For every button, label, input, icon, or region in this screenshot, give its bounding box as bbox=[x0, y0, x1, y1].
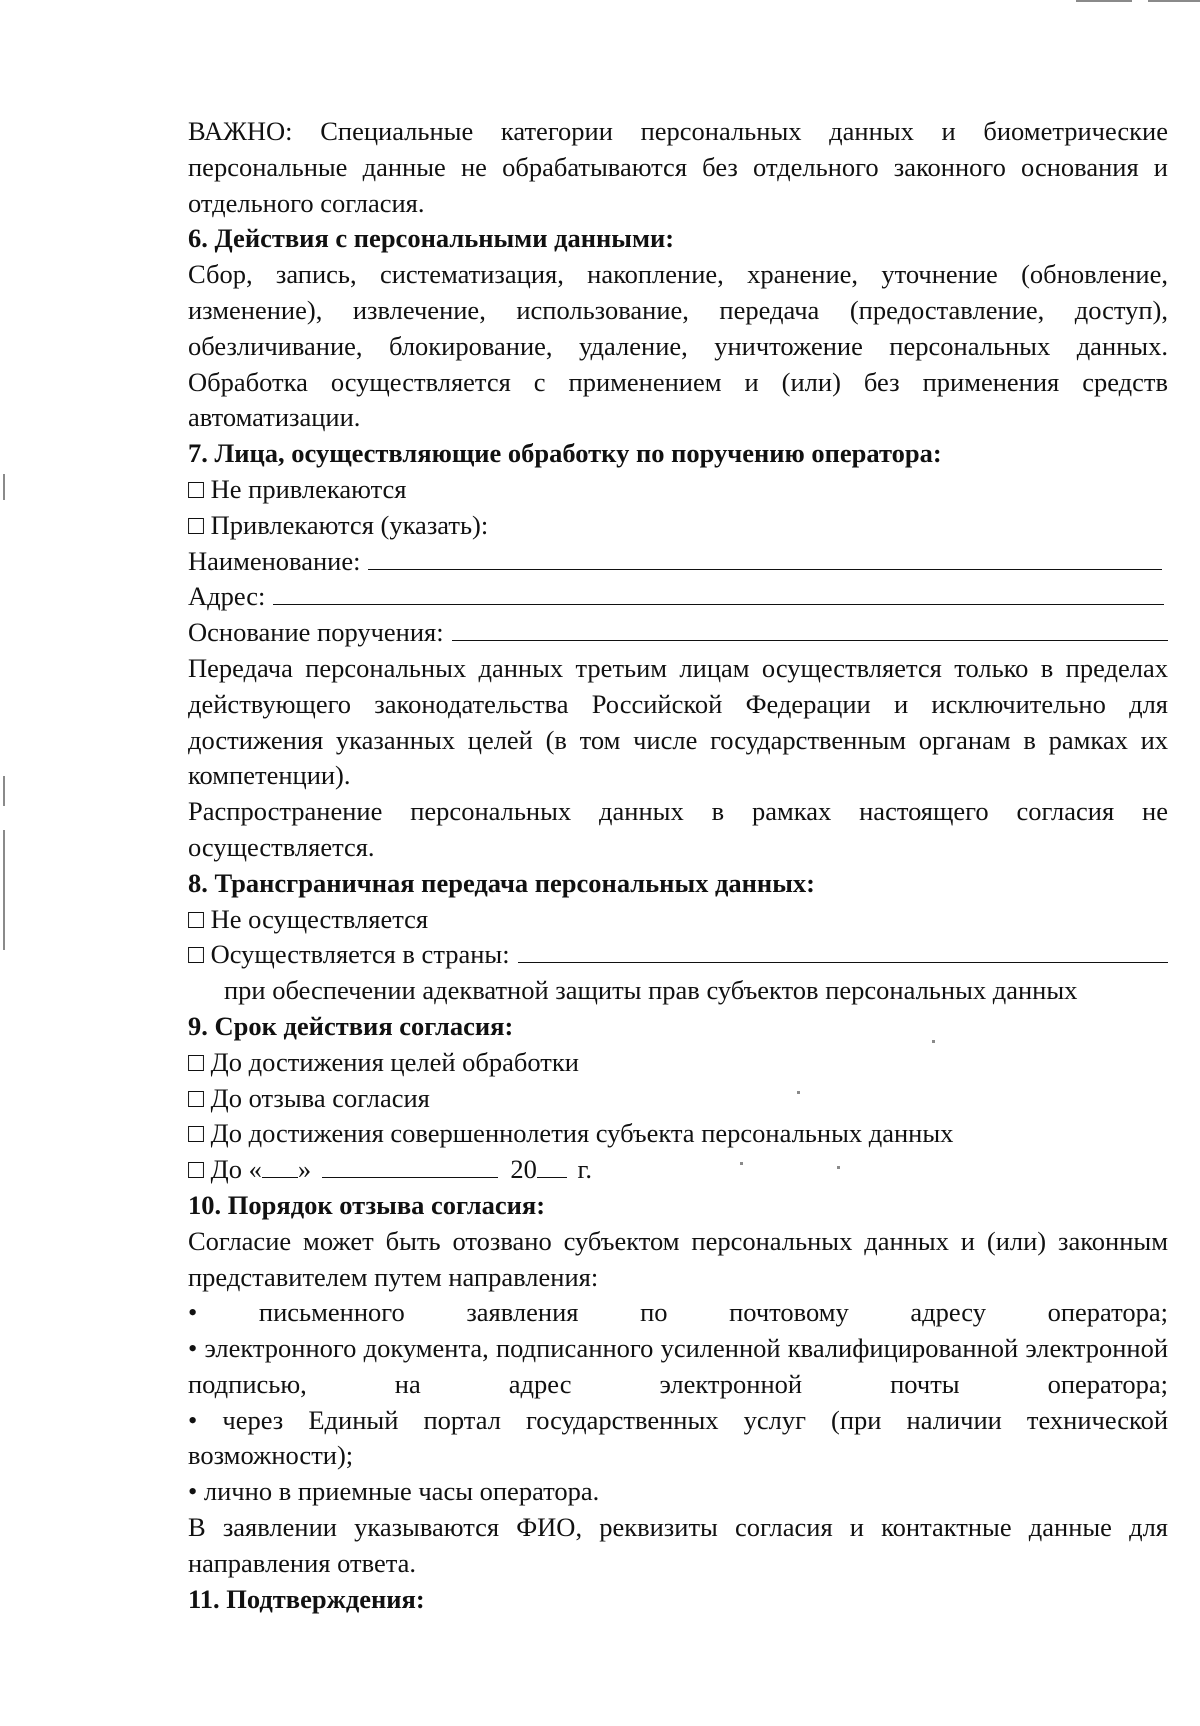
bullet-gosuslugi: • через Единый портал государственных услуг (при наличии технической возможности); bbox=[188, 1404, 1168, 1471]
countries-field-label[interactable]: □ Осуществляется в страны: bbox=[188, 939, 510, 970]
section-8-note: при обеспечении адекватной защиты прав субъектов персональных данных bbox=[224, 975, 1078, 1006]
basis-field-row bbox=[188, 615, 1168, 651]
section-6-heading: 6. Действия с персональными данными: bbox=[188, 223, 675, 254]
name-field-row bbox=[188, 544, 1168, 580]
section-11-heading: 11. Подтверждения: bbox=[188, 1583, 425, 1614]
checkbox-until-withdrawal[interactable]: □ До отзыва согласия bbox=[188, 1082, 430, 1113]
bullet-postal-word: письменного bbox=[258, 1297, 405, 1328]
name-field-label: Наименование: bbox=[188, 545, 361, 576]
checkbox-until-adulthood[interactable]: □ До достижения совершеннолетия субъекта персональных данных bbox=[188, 1118, 954, 1149]
document-body bbox=[188, 114, 1168, 1617]
section-10-intro: Согласие может быть отозвано субъектом персональных данных и (или) законным представителем путем направления: bbox=[188, 1225, 1168, 1292]
basis-field-label: Основание поручения: bbox=[188, 617, 444, 648]
month-field-line[interactable] bbox=[322, 1153, 498, 1178]
bullet-postal-word: почтовому bbox=[729, 1297, 849, 1328]
checkbox-not-engaged[interactable]: □ Не привлекаются bbox=[188, 473, 407, 504]
section-10-outro: В заявлении указываются ФИО, реквизиты согласия и контактные данные для направления ответа. bbox=[188, 1512, 1168, 1578]
scan-edge-mark bbox=[3, 474, 5, 500]
year-field-line[interactable] bbox=[537, 1153, 567, 1178]
checkbox-until-goals[interactable]: □ До достижения целей обработки bbox=[188, 1046, 579, 1077]
checkbox-not-transferred[interactable]: □ Не осуществляется bbox=[188, 903, 429, 934]
address-field-row bbox=[188, 579, 1168, 615]
date-quote-close: » bbox=[297, 1154, 312, 1185]
section-6-text: Сбор, запись, систематизация, накопление, хранение, уточнение (обновление, изменение), извлечение, использование, передача (предоставление, доступ), обезличивание, блокирование, удаление, уничтожение персональных данных. Обработка осуществляется с применением и (или) без применения средств автоматизации. bbox=[188, 259, 1168, 433]
year-suffix: г. bbox=[577, 1154, 592, 1185]
bullet-postal-word: оператора; bbox=[1047, 1297, 1168, 1328]
countries-field-line[interactable] bbox=[518, 938, 1168, 963]
bullet-postal-word: по bbox=[640, 1297, 668, 1328]
countries-field-row bbox=[188, 937, 1168, 973]
bullet-in-person: • лично в приемные часы оператора. bbox=[188, 1476, 600, 1507]
bullet-postal-word: заявления bbox=[466, 1297, 579, 1328]
scan-edge-mark bbox=[1148, 0, 1200, 2]
basis-field-line[interactable] bbox=[452, 616, 1168, 641]
address-field-line[interactable] bbox=[273, 580, 1164, 605]
bullet-postal-word: адресу bbox=[910, 1297, 986, 1328]
section-8-heading: 8. Трансграничная передача персональных данных: bbox=[188, 867, 815, 898]
scan-edge-mark bbox=[3, 776, 5, 806]
bullet-electronic: • электронного документа, подписанного усиленной квалифицированной электронной подписью, на адрес электронной почты оператора; bbox=[188, 1333, 1168, 1399]
scan-edge-mark bbox=[1076, 0, 1132, 2]
until-date-row bbox=[188, 1152, 1168, 1188]
bullet-postal bbox=[188, 1295, 1168, 1331]
section-7-para-2: Распространение персональных данных в рамках настоящего согласия не осуществляется. bbox=[188, 796, 1168, 862]
name-field-line[interactable] bbox=[368, 545, 1162, 570]
section-10-heading: 10. Порядок отзыва согласия: bbox=[188, 1189, 546, 1220]
section-9-heading: 9. Срок действия согласия: bbox=[188, 1010, 514, 1041]
checkbox-engaged[interactable]: □ Привлекаются (указать): bbox=[188, 509, 489, 540]
scan-edge-mark bbox=[3, 830, 5, 950]
year-prefix: 20 bbox=[510, 1154, 537, 1185]
day-field-line[interactable] bbox=[262, 1153, 298, 1178]
checkbox-until-date[interactable]: □ До « bbox=[188, 1154, 262, 1185]
address-field-label: Адрес: bbox=[188, 581, 266, 612]
important-note: ВАЖНО: Специальные категории персональных данных и биометрические персональные данные не обрабатываются без отдельного законного основания и отдельного согласия. bbox=[188, 116, 1168, 218]
bullet-postal-word: • bbox=[188, 1297, 198, 1328]
section-7-para-1: Передача персональных данных третьим лицам осуществляется только в пределах действующего законодательства Российской Федерации и исключительно для достижения указанных целей (в том числе государственным органам в рамках их компетенции). bbox=[188, 652, 1168, 791]
section-7-heading: 7. Лица, осуществляющие обработку по поручению оператора: bbox=[188, 438, 942, 469]
